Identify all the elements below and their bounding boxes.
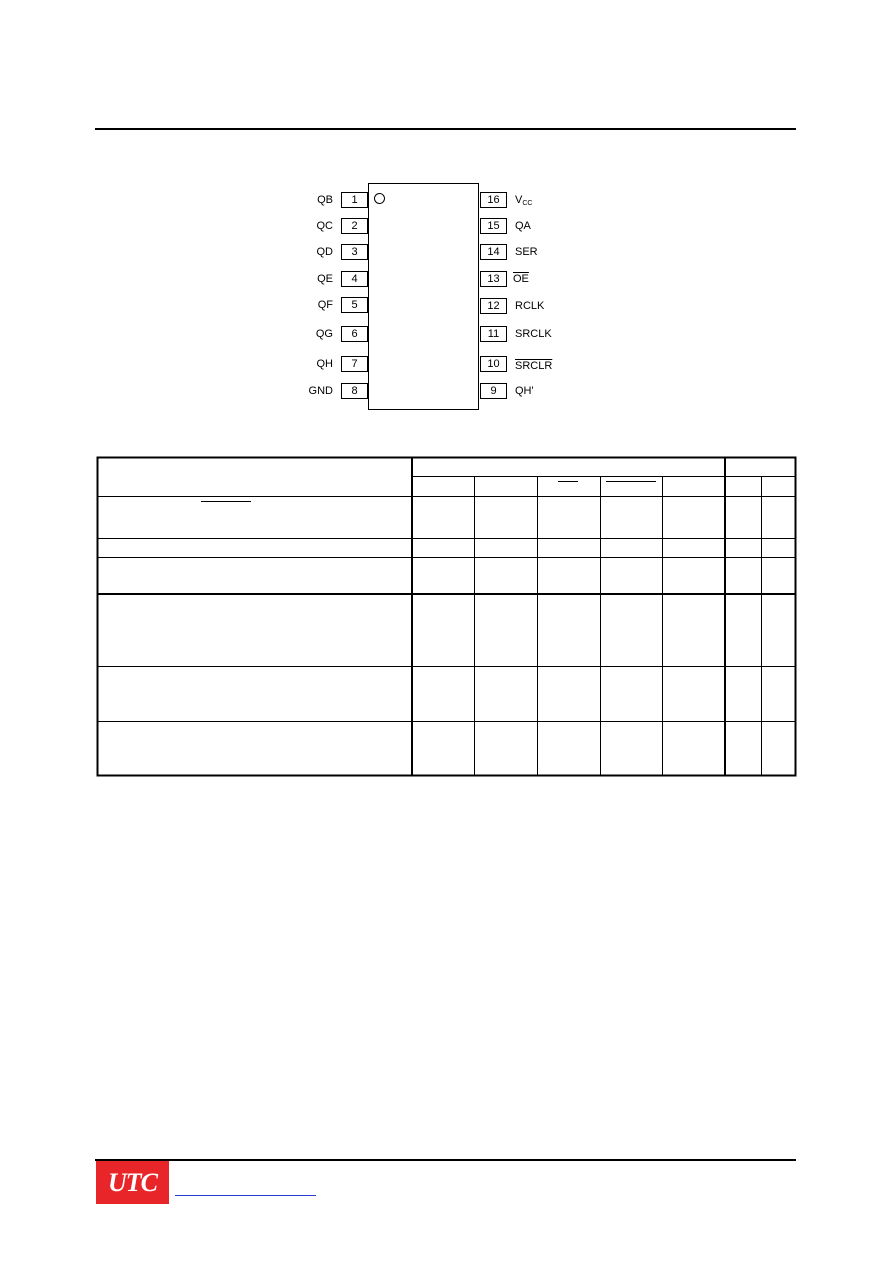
pin-10-box: 10: [480, 356, 507, 372]
pin-12-box: 12: [480, 298, 507, 314]
pin-6-name: QG: [315, 328, 333, 340]
pin-14-box: 14: [480, 244, 507, 260]
pin-9-box: 9: [480, 383, 507, 399]
pin-8-box: 8: [341, 383, 368, 399]
pin-11-name: SRCLK: [515, 328, 552, 340]
pin-3-box: 3: [341, 244, 368, 260]
pin-14-name: SER: [515, 246, 538, 258]
utc-logo: UTC: [96, 1161, 169, 1204]
pin-7-name: QH: [316, 358, 333, 370]
pin-13-name: $\overline{OE}$: [513, 273, 529, 285]
pin-10-name: SRCLR: [515, 360, 553, 372]
pin-7-box: 7: [341, 356, 368, 372]
pin-3-name: QD: [316, 246, 333, 258]
pin-11-box: 11: [480, 326, 507, 342]
pin-16-name-main: V: [515, 194, 523, 206]
pin-13-box: 13: [480, 271, 507, 287]
pin-16-name-sub: CC: [522, 200, 533, 207]
pin-8-name: GND: [308, 385, 333, 397]
pin-12-name: RCLK: [515, 300, 545, 312]
footer-rule: [95, 1159, 796, 1161]
pin-15-box: 15: [480, 218, 507, 234]
pin-4-box: 4: [341, 271, 368, 287]
pin-4-name: QE: [317, 273, 333, 285]
table-frame: [98, 458, 796, 776]
pin-5-box: 5: [341, 297, 368, 313]
pin-9-name: QH': [515, 385, 534, 397]
pin-2-box: 2: [341, 218, 368, 234]
pin-1-name: QB: [317, 194, 333, 206]
pin-16-box: 16: [480, 192, 507, 208]
pin-6-box: 6: [341, 326, 368, 342]
pin-1-box: 1: [341, 192, 368, 208]
pin-5-name: QF: [317, 299, 333, 311]
website-link[interactable]: [175, 1195, 316, 1196]
pin-2-name: QC: [316, 220, 333, 232]
pin-15-name: QA: [515, 220, 531, 232]
